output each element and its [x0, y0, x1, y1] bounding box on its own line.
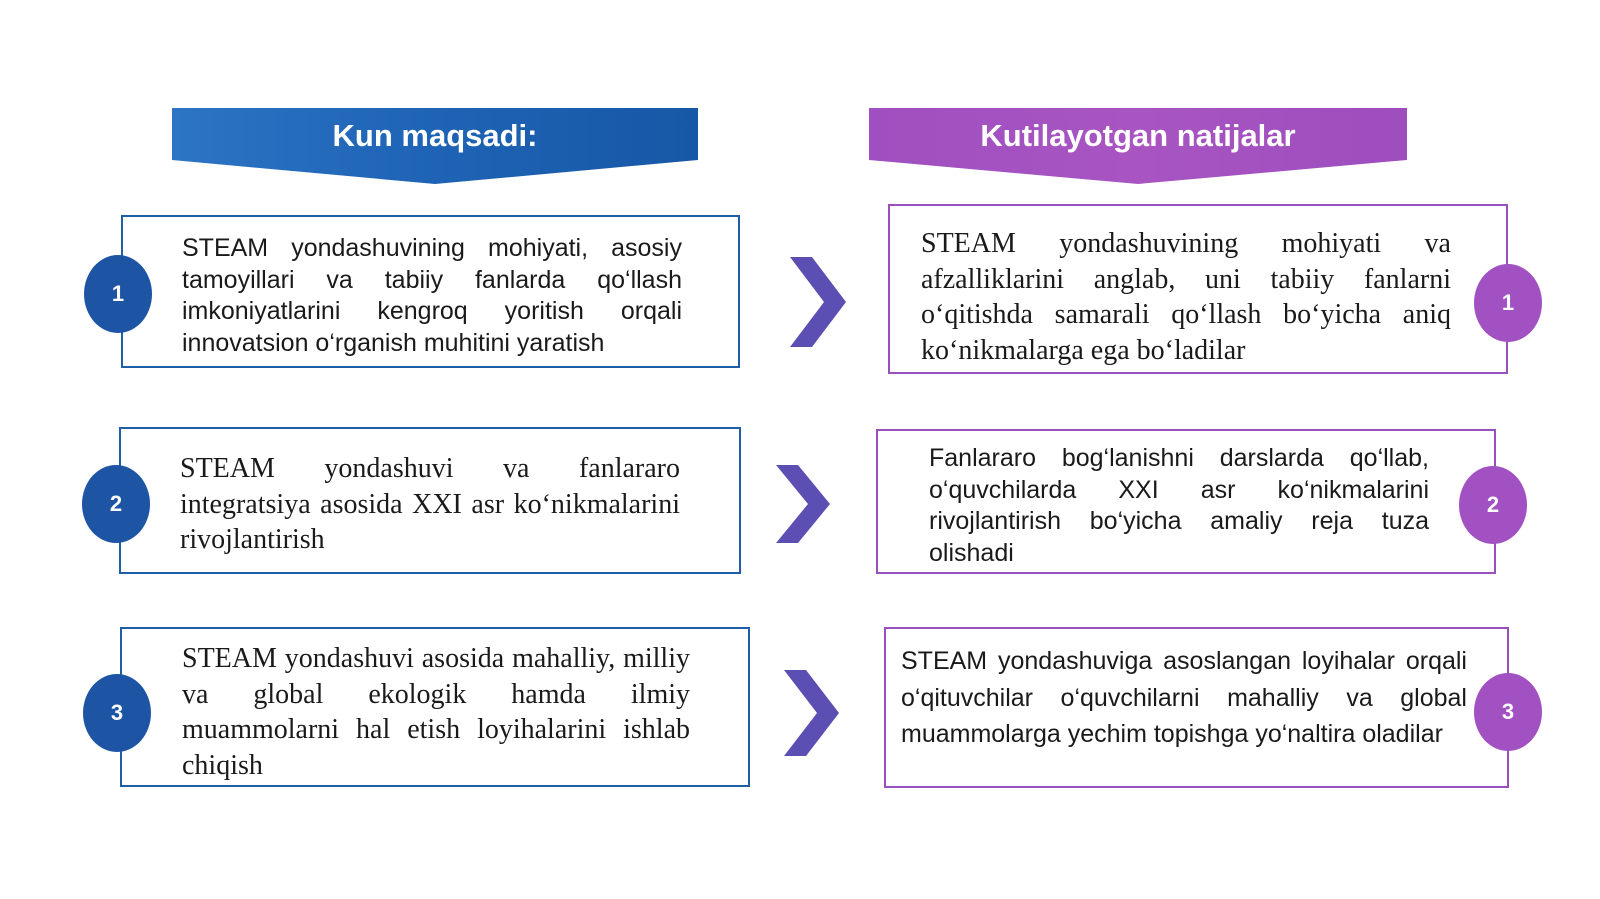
goal-number-badge-1: 1 [84, 255, 152, 333]
chevron-right-icon [790, 257, 846, 347]
goal-box-2 [119, 427, 741, 574]
result-text-2: Fanlararo bog‘lanishni darslarda qo‘llab, o‘quvchilarda XXI asr ko‘nikmalarini rivojlantirish bo‘yicha amaliy reja tuza olishadi [929, 444, 1429, 567]
goal-box-3 [120, 627, 750, 787]
result-number-badge-3: 3 [1474, 673, 1542, 751]
result-box-3 [884, 627, 1509, 788]
goals-header-title: Kun maqsadi: [332, 118, 538, 153]
result-text-3: STEAM yondashuviga asoslangan loyihalar orqali o‘qituvchilar o‘quvchilarni mahalliy va global muammolarga yechim topishga yo‘naltira oladilar [901, 647, 1467, 748]
goal-box-1 [121, 215, 740, 368]
goal-number-badge-3: 3 [83, 674, 151, 752]
chevron-right-icon [784, 670, 839, 756]
chevron-right-icon [776, 465, 830, 543]
result-box-1 [888, 204, 1508, 374]
goal-text-3: STEAM yondashuvi asosida mahalliy, milliy va global ekologik hamda ilmiy muammolarni hal etish loyihalarini ishlab chiqish [182, 643, 690, 781]
goal-number-badge-2: 2 [82, 465, 150, 543]
results-header [869, 108, 1407, 184]
result-number-badge-1: 1 [1474, 264, 1542, 342]
result-text-1: STEAM yondashuvining mohiyati va afzalliklarini anglab, uni tabiiy fanlarni o‘qitishda samarali qo‘llash bo‘yicha aniq ko‘nikmalarga ega bo‘ladilar [921, 228, 1451, 366]
result-number-badge-2: 2 [1459, 466, 1527, 544]
goal-text-1: STEAM yondashuvining mohiyati, asosiy tamoyillari va tabiiy fanlarda qo‘llash imkoniyatlarini kengroq yoritish orqali innovatsion o‘rganish muhitini yaratish [182, 234, 682, 357]
goals-header [172, 108, 698, 184]
goal-text-2: STEAM yondashuvi va fanlararo integratsiya asosida XXI asr ko‘nikmalarini rivojlantirish [180, 453, 680, 555]
results-header-title: Kutilayotgan natijalar [980, 118, 1296, 153]
result-box-2 [876, 429, 1496, 574]
